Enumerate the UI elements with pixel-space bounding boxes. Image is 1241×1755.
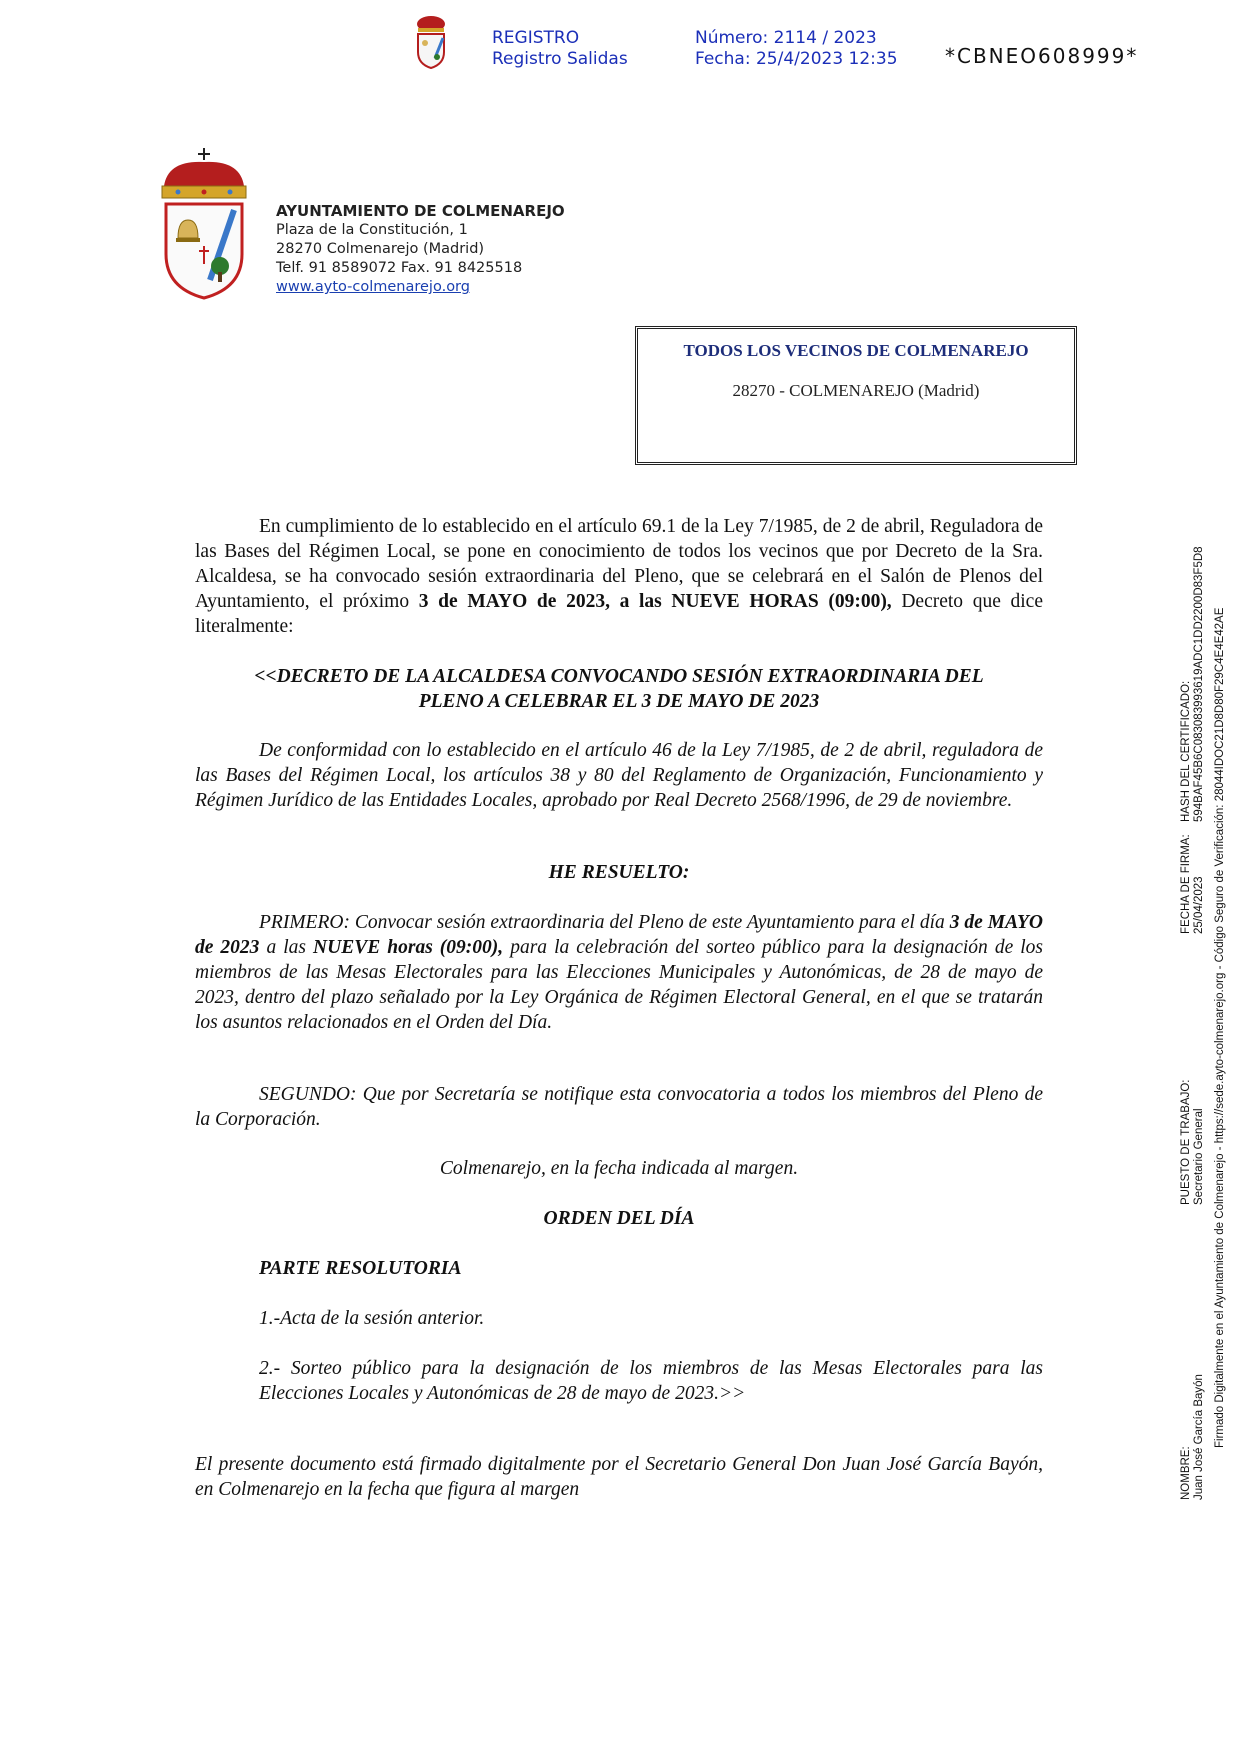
margin-date-value: 25/04/2023 bbox=[1193, 876, 1205, 934]
decree-title-line-2: PLENO A CELEBRAR EL 3 DE MAYO DE 2023 bbox=[418, 691, 820, 712]
intro-text-a: En cumplimiento de lo establecido en el artículo 69.1 de la Ley 7/1985, de 2 de abril, Reguladora de las Bases del Régimen Local, se pone en conocimiento de todos los vecinos que por Decreto de la Sra. Alcaldesa, se ha convocado sesión extraordinaria del Pleno, que se celebrará en el Salón de Plenos del Ayuntamiento, el próximo bbox=[195, 516, 1043, 612]
coat-of-arms-small-icon bbox=[413, 12, 449, 70]
conformity-paragraph: De conformidad con lo establecido en el artículo 46 de la Ley 7/1985, de 2 de abril, reguladora de las Bases del Régimen Local, los artículos 38 y 80 del Reglamento de Organización, Funcionamiento y Régimen Jurídico de las Entidades Locales, aprobado por Real Decreto 2568/1996, de 29 de noviembre. bbox=[195, 740, 1043, 811]
decree-title bbox=[195, 664, 1043, 714]
margin-name-value: Juan José García Bayón bbox=[1193, 1374, 1205, 1500]
first-time: NUEVE horas (09:00), bbox=[313, 937, 504, 958]
registry-label bbox=[492, 28, 628, 70]
first-text-a: PRIMERO: Convocar sesión extraordinaria del Pleno de este Ayuntamiento para el día bbox=[259, 912, 950, 933]
margin-hash-label: HASH DEL CERTIFICADO: bbox=[1180, 680, 1192, 822]
margin-date bbox=[1180, 834, 1206, 934]
registry-subtitle: Registro Salidas bbox=[492, 49, 628, 69]
signature-note: El presente documento está firmado digitalmente por el Secretario General Don Juan José García Bayón, en Colmenarejo en la fecha que figura al margen bbox=[195, 1454, 1043, 1500]
intro-time: NUEVE HORAS (09:00), bbox=[671, 591, 892, 612]
intro-text-e: Decreto que dice literalmente: bbox=[195, 591, 1043, 637]
first-text-c: a las bbox=[259, 937, 314, 958]
registry-number: Número: 2114 / 2023 bbox=[695, 28, 877, 48]
letterhead bbox=[276, 202, 565, 297]
org-website-link[interactable]: www.ayto-colmenarejo.org bbox=[276, 279, 470, 295]
margin-job bbox=[1180, 1080, 1206, 1205]
place-date: Colmenarejo, en la fecha indicada al margen. bbox=[439, 1158, 799, 1179]
margin-date-label: FECHA DE FIRMA: bbox=[1180, 834, 1192, 934]
agenda-item-1: 1.-Acta de la sesión anterior. bbox=[259, 1308, 485, 1329]
org-address-2: 28270 Colmenarejo (Madrid) bbox=[276, 241, 485, 257]
first-resolution bbox=[195, 910, 1043, 1035]
resolved-heading: HE RESUELTO: bbox=[548, 862, 690, 883]
intro-text-c: , a las bbox=[605, 591, 672, 612]
agenda-item-2: 2.- Sorteo público para la designación de los miembros de las Mesas Electorales para las Elecciones Locales y Autonómicas de 28 de mayo de 2023.>> bbox=[259, 1358, 1043, 1404]
margin-footer: Firmado Digitalmente en el Ayuntamiento de Colmenarejo - https://sede.ayto-colmenarejo.org - Código Seguro de Verificación: 28044IDOC21D8D80F29C4E4E42AE bbox=[1214, 607, 1226, 1448]
coat-of-arms-icon bbox=[158, 148, 250, 300]
agenda-section: PARTE RESOLUTORIA bbox=[259, 1258, 462, 1279]
recipient-address: 28270 - COLMENAREJO (Madrid) bbox=[732, 381, 980, 400]
margin-name-label: NOMBRE: bbox=[1180, 1446, 1192, 1500]
recipient-name: TODOS LOS VECINOS DE COLMENAREJO bbox=[683, 341, 1029, 360]
decree-title-line-1: <<DECRETO DE LA ALCALDESA CONVOCANDO SESIÓN EXTRAORDINARIA DEL bbox=[254, 666, 984, 687]
intro-paragraph bbox=[195, 514, 1043, 639]
registry-title: REGISTRO bbox=[492, 28, 580, 48]
intro-date: 3 de MAYO de 2023 bbox=[418, 591, 606, 612]
margin-job-label: PUESTO DE TRABAJO: bbox=[1180, 1079, 1192, 1205]
recipient-box bbox=[635, 326, 1077, 465]
first-date: 3 de MAYO de 2023 bbox=[195, 912, 1043, 958]
barcode-text: *CBNEO608999* bbox=[945, 44, 1139, 68]
second-resolution: SEGUNDO: Que por Secretaría se notifique esta convocatoria a todos los miembros del Pleno de la Corporación. bbox=[195, 1084, 1043, 1130]
org-phone: Telf. 91 8589072 Fax. 91 8425518 bbox=[276, 260, 523, 276]
registry-date: Fecha: 25/4/2023 12:35 bbox=[695, 49, 898, 69]
margin-name bbox=[1180, 1374, 1206, 1500]
org-address-1: Plaza de la Constitución, 1 bbox=[276, 222, 468, 238]
registry-details bbox=[695, 28, 898, 70]
first-text-e: para la celebración del sorteo público para la designación de los miembros de las Mesas Electorales para las Elecciones Municipales y Autonómicas, de 28 de mayo de 2023, dentro del plazo señalado por la Ley Orgánica de Régimen Electoral General, en el que se tratarán los asuntos relacionados en el Orden del Día. bbox=[195, 937, 1044, 1033]
margin-job-value: Secretario General bbox=[1193, 1108, 1205, 1205]
margin-hash bbox=[1180, 546, 1206, 822]
agenda-title: ORDEN DEL DÍA bbox=[543, 1208, 695, 1229]
org-name: AYUNTAMIENTO DE COLMENAREJO bbox=[276, 202, 565, 220]
margin-hash-value: 594BAF45B6C08308399361​9ADC1DD2200D83F5D8 bbox=[1193, 546, 1205, 822]
